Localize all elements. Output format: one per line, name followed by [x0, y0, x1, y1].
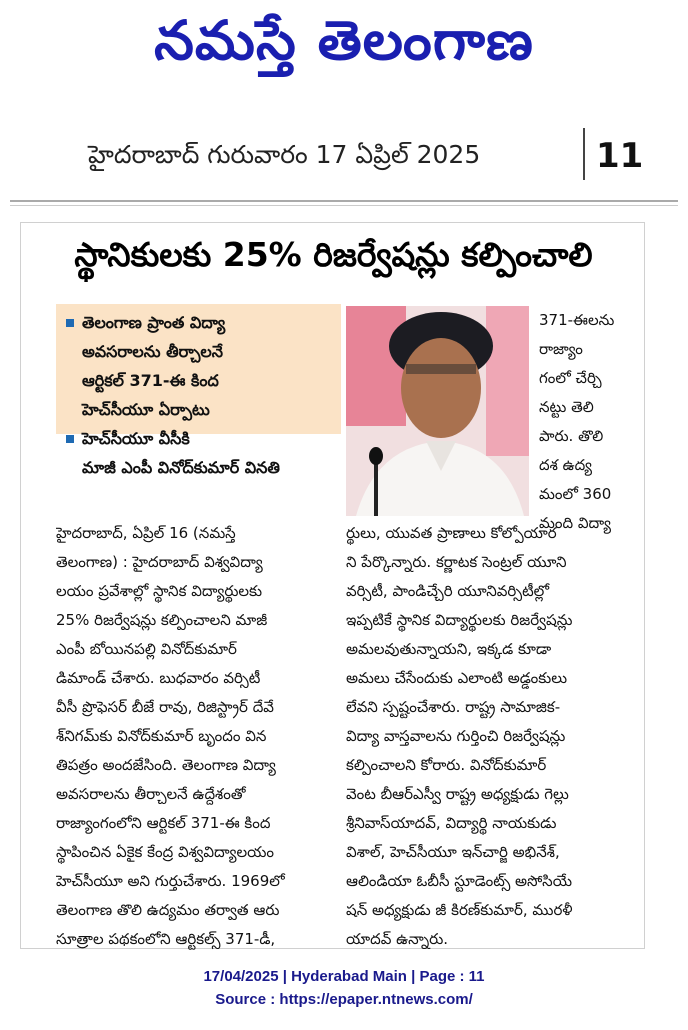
text-line: లేవని స్పష్టంచేశారు. రాష్ట్ర సామాజిక- [346, 698, 561, 716]
text-line: ఎంపీ బోయినపల్లి వినోద్‌కుమార్ [56, 640, 237, 658]
caption-column [539, 306, 642, 538]
text-line: హెచ్‌సీయూ అని గుర్తుచేశారు. 1969లో [56, 872, 285, 890]
dateline-divider [583, 128, 585, 180]
summary-line: మాజీ ఎంపీ వినోద్‌కుమార్ వినతి [82, 458, 280, 477]
text-line: దశ ఉద్య [539, 456, 592, 474]
text-line: ర్థులు, యువత ప్రాణాలు కోల్పోయార [346, 524, 557, 542]
text-line: లయం ప్రవేశాల్లో స్థానిక విద్యార్థులకు [56, 582, 263, 600]
summary-item [68, 308, 338, 424]
page-number: 11 [596, 136, 644, 176]
text-line: తిపత్రం అందజేసింది. తెలంగాణ విద్యా [56, 756, 276, 774]
text-line: తెలంగాణ) : హైదరాబాద్ విశ్వవిద్యా [56, 553, 263, 571]
summary-line: తెలంగాణ ప్రాంత విద్యా [82, 313, 226, 332]
text-line: మంది విద్యా [539, 514, 611, 532]
summary-line: హెచ్‌సీయూ ఏర్పాటు [82, 400, 210, 419]
text-line: ఆలిండియా ఓబీసీ స్టూడెంట్స్ అసోసియే [346, 872, 573, 890]
portrait-image [346, 306, 529, 516]
text-line: కల్పించాలని కోరారు. వినోద్‌కుమార్ [346, 756, 547, 774]
article-body-left-column [56, 519, 341, 954]
text-line: సూత్రాల పథకంలోని ఆర్టికల్స్ 371-డీ, [56, 930, 276, 948]
text-line: 371-ఈలను [539, 311, 615, 329]
square-bullet-icon [66, 435, 74, 443]
article-headline: స్థానికులకు 25% రిజర్వేషన్లు కల్పించాలి [74, 235, 593, 274]
text-line: వెంట బీఆర్‌ఎస్వీ రాష్ట్ర అధ్యక్షుడు గెల్లు [346, 785, 569, 803]
summary-line: అవసరాలను తీర్చాలనే [82, 342, 223, 361]
text-line: గంలో చేర్చి [539, 369, 602, 387]
header-rule-thin [10, 205, 678, 206]
header-rule [10, 200, 678, 202]
dateline: హైదరాబాద్ గురువారం 17 ఏప్రిల్ 2025 [88, 140, 481, 169]
summary-line: ఆర్టికల్ 371-ఈ కింద [82, 371, 219, 390]
text-line: షన్ అధ్యక్షుడు జీ కిరణ్‌కుమార్, మురళీ [346, 901, 573, 919]
text-line: ఇప్పటికే స్థానిక విద్యార్థులకు రిజర్వేషన్లు [346, 611, 573, 629]
text-line: అమలవుతున్నాయని, ఇక్కడ కూడా [346, 640, 552, 658]
footer-edition-info: 17/04/2025 | Hyderabad Main | Page : 11 [203, 968, 485, 985]
text-line: నట్టు తెలి [539, 398, 594, 416]
news-article [20, 222, 645, 949]
text-line: యాదవ్ ఉన్నారు. [346, 930, 449, 948]
text-line: మంలో 360 [539, 485, 612, 503]
text-line: విశాల్, హెచ్‌సీయూ ఇన్‌చార్జి అభినేశ్, [346, 843, 560, 861]
text-line: రాజ్యాంగంలోని ఆర్టికల్ 371-ఈ కింద [56, 814, 271, 832]
text-line: వీసీ ప్రొఫెసర్ బీజే రావు, రిజిస్ట్రార్ దేవే [56, 698, 274, 716]
summary-box [56, 304, 341, 477]
text-line: స్థాపించిన ఏకైక కేంద్ర విశ్వవిద్యాలయం [56, 843, 275, 861]
text-line: ని పేర్కొన్నారు. కర్ణాటక సెంట్రల్ యూని [346, 553, 567, 571]
square-bullet-icon [66, 319, 74, 327]
text-line: పారు. తొలి [539, 427, 604, 445]
text-line: విద్యా వాస్తవాలను గుర్తించి రిజర్వేషన్లు [346, 727, 566, 745]
text-line: రాజ్యాం [539, 340, 583, 358]
text-line: హైదరాబాద్, ఏప్రిల్ 16 (నమస్తే [56, 524, 236, 542]
summary-line: హెచ్‌సీయూ వీసీకి [82, 429, 190, 448]
footer-source: Source : https://epaper.ntnews.com/ [215, 991, 473, 1008]
newspaper-masthead: నమస్తే తెలంగాణ [154, 8, 534, 72]
text-line: తెలంగాణ తొలి ఉద్యమం తర్వాత ఆరు [56, 901, 280, 919]
text-line: 25% రిజర్వేషన్లు కల్పించాలని మాజీ [56, 611, 268, 629]
text-line: అవసరాలను తీర్చాలనే ఉద్దేశంతో [56, 785, 246, 803]
article-body-right-column [346, 519, 642, 954]
text-line: వర్సిటీ, పాండిచ్చేరి యూనివర్సిటీల్లో [346, 582, 550, 600]
text-line: డిమాండ్ చేశారు. బుధవారం వర్సిటీ [56, 669, 261, 687]
person-photo [346, 306, 529, 516]
summary-item [68, 424, 338, 482]
text-line: అమలు చేసేందుకు ఎలాంటి అడ్డంకులు [346, 669, 568, 687]
text-line: శ్రీనివాస్‌యాదవ్, విద్యార్థి నాయకుడు [346, 814, 557, 832]
text-line: శ్‌నిగమ్‌కు వినోద్‌కుమార్ బృందం విన [56, 727, 267, 745]
